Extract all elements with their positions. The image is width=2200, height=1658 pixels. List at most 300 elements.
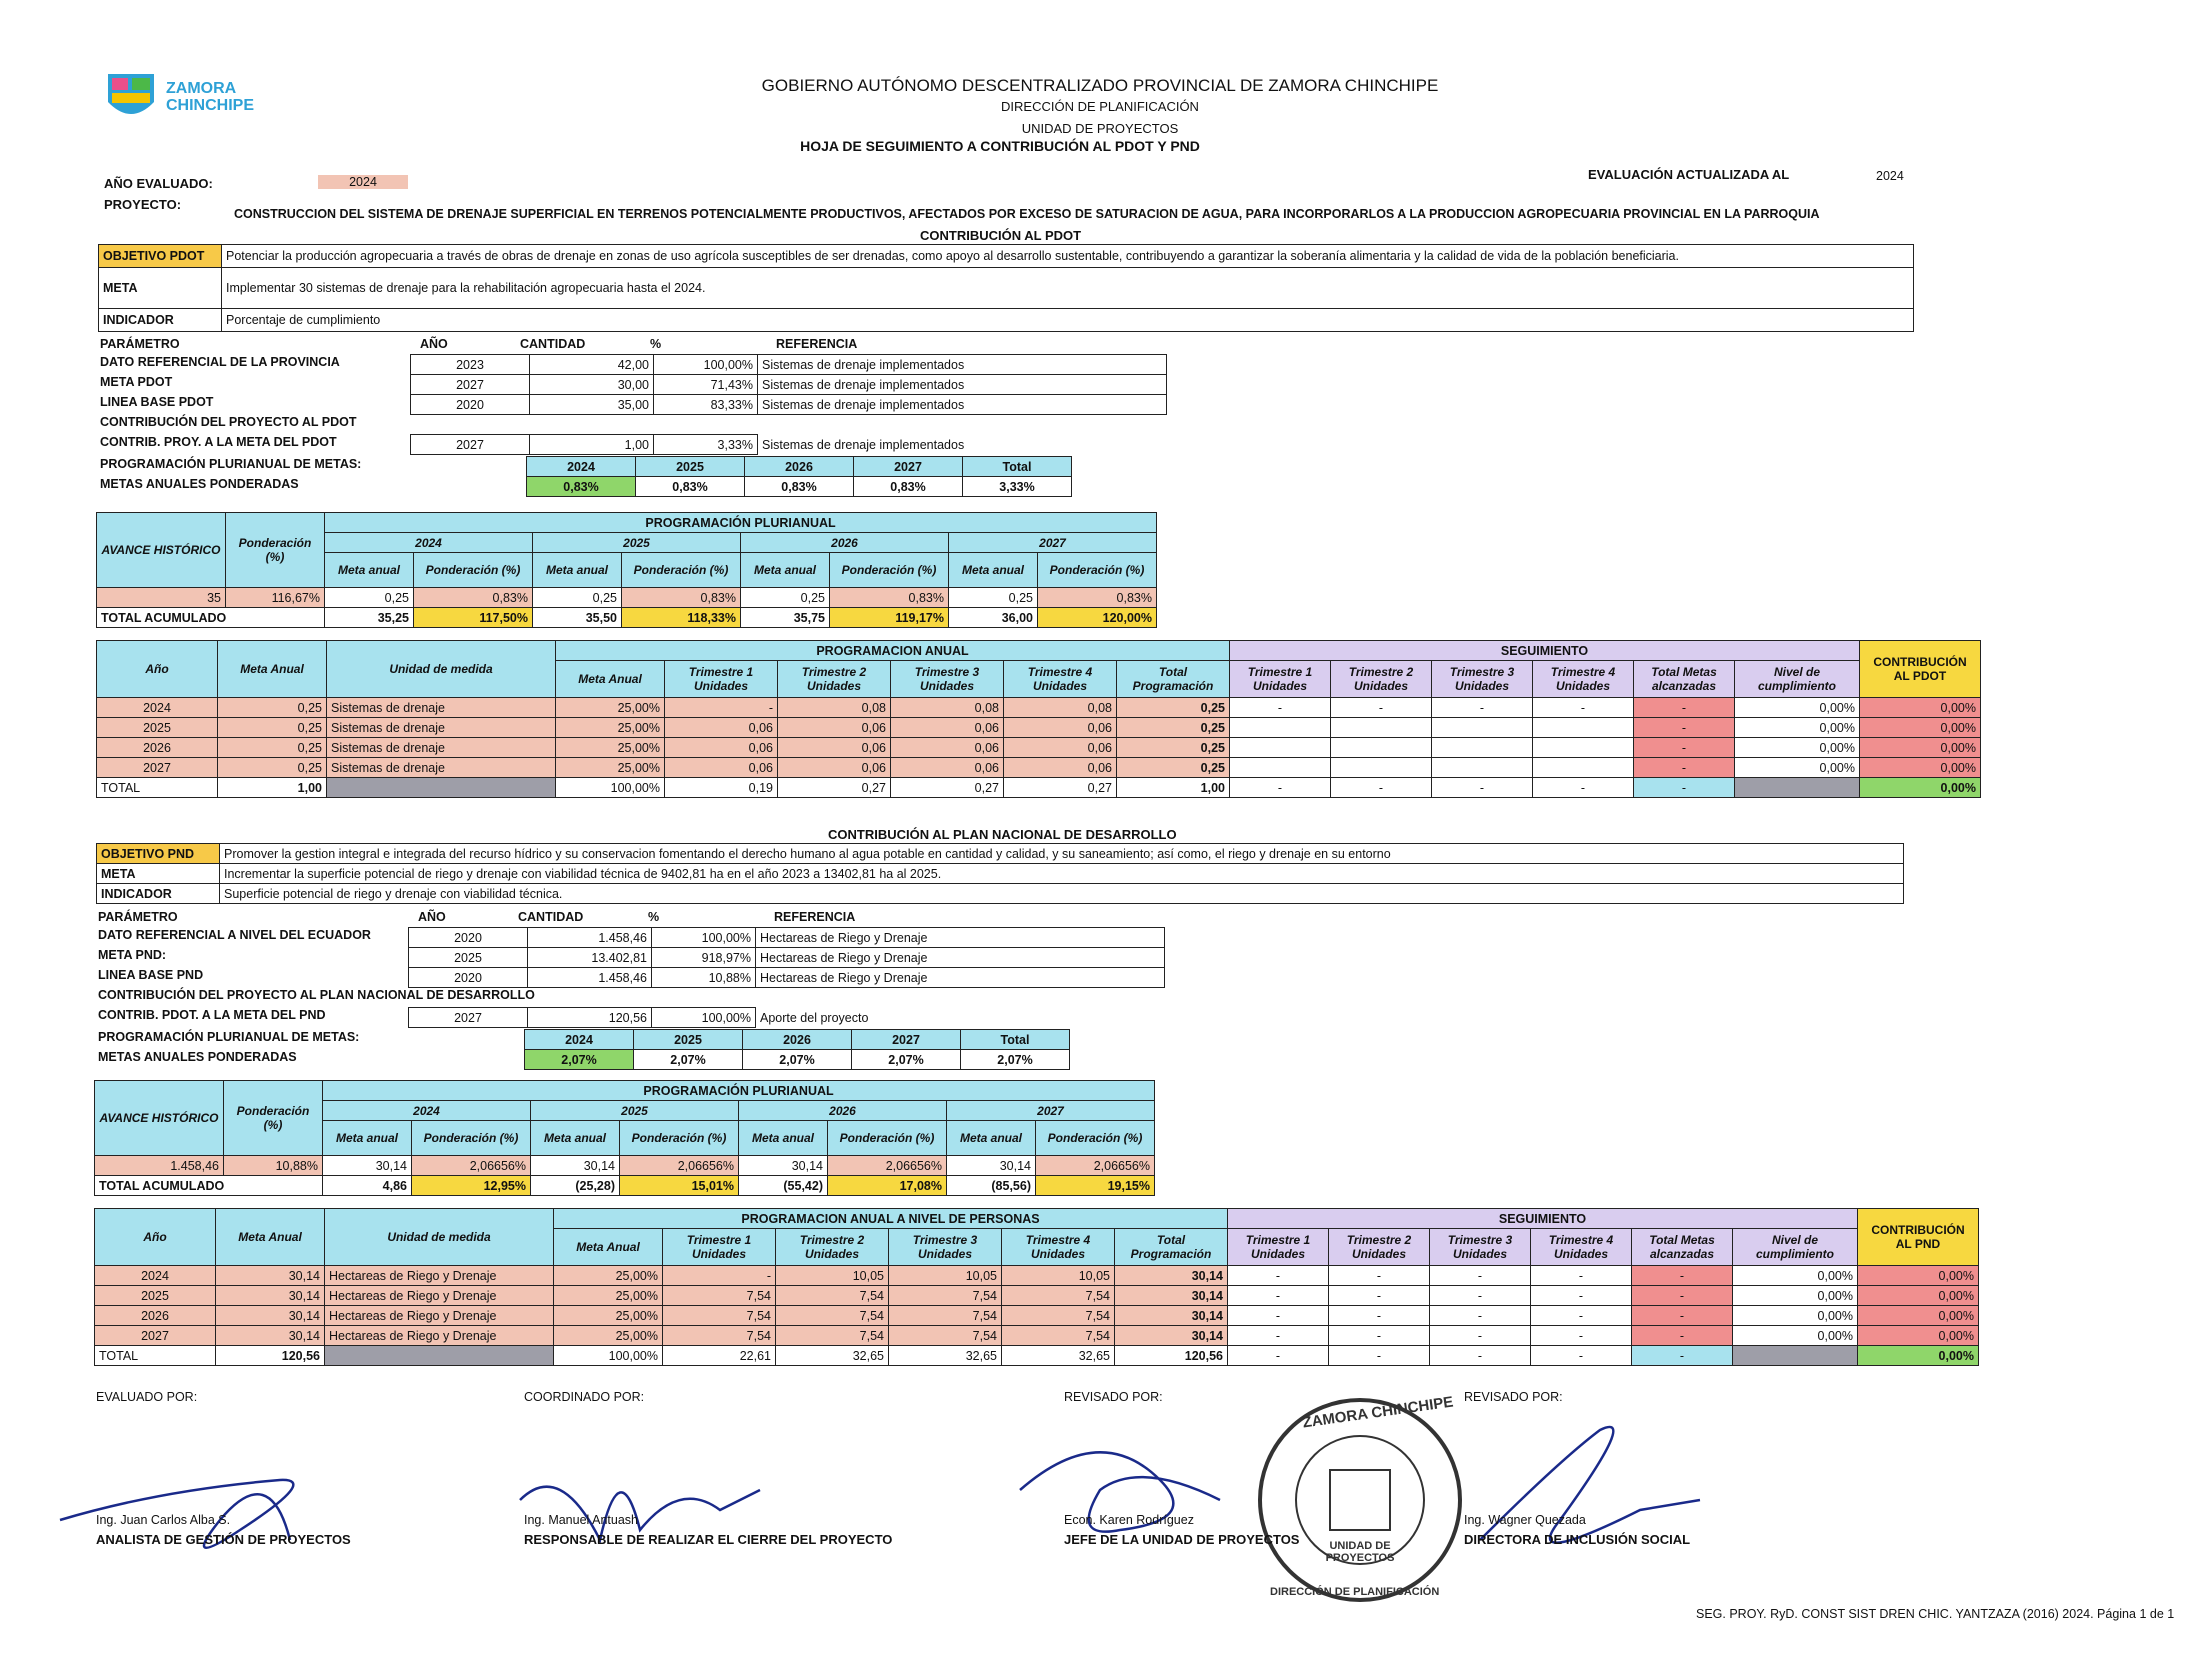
pdot-anual-total-cell: - bbox=[1634, 778, 1735, 798]
pnd-anual-cell: - bbox=[1430, 1326, 1531, 1346]
pdot-anual-cell bbox=[1331, 738, 1432, 758]
pdot-meta-cell: 0,83% bbox=[636, 477, 745, 497]
pnd-seguimiento-title: SEGUIMIENTO bbox=[1228, 1209, 1858, 1229]
pnd-pluri-cell: 30,14 bbox=[739, 1156, 828, 1176]
pnd-anual-cell: - bbox=[1531, 1286, 1632, 1306]
anio-value: 2024 bbox=[318, 175, 408, 189]
pdot-param-cell: Sistemas de drenaje implementados bbox=[758, 375, 1167, 395]
pdot-pluri-cell: 0,83% bbox=[622, 588, 741, 608]
pdot-prog-label: PROGRAMACIÓN PLURIANUAL DE METAS: bbox=[100, 457, 362, 471]
pnd-anual-cell: Hectareas de Riego y Drenaje bbox=[325, 1266, 554, 1286]
pdot-pond-head: Ponderación (%) bbox=[414, 553, 533, 588]
pdot-anual-total-cell: - bbox=[1432, 778, 1533, 798]
pdot-anual-total-cell: 100,00% bbox=[556, 778, 665, 798]
pnd-total-acum-cell: 12,95% bbox=[412, 1176, 531, 1196]
pnd-prog-label: PROGRAMACIÓN PLURIANUAL DE METAS: bbox=[98, 1030, 360, 1044]
pnd-metas-row bbox=[525, 1050, 1070, 1070]
pnd-meta: Incrementar la superficie potencial de riego y drenaje con viabilidad técnica de 9402,81 ha en el año 2023 a 13402,81 ha al 2025. bbox=[224, 866, 942, 881]
pdot-anual-cell: - bbox=[1331, 698, 1432, 718]
pdot-year-cell: 2024 bbox=[527, 457, 636, 477]
pnd-anual-cell: 7,54 bbox=[776, 1286, 889, 1306]
pdot-param-cell: 100,00% bbox=[654, 355, 758, 375]
pdot-anual-cell: 0,06 bbox=[778, 718, 891, 738]
pnd-pluri-title: PROGRAMACIÓN PLURIANUAL bbox=[323, 1081, 1155, 1101]
pdot-param-cell: 2027 bbox=[411, 375, 530, 395]
pnd-pluri-cell: 30,14 bbox=[323, 1156, 412, 1176]
pdot-anual-cell: 0,06 bbox=[665, 718, 778, 738]
pnd-contrib-title: CONTRIBUCIÓN DEL PROYECTO AL PLAN NACIONAL DE DESARROLLO bbox=[98, 988, 535, 1002]
pnd-meta-anual-head: Meta anual bbox=[739, 1121, 828, 1156]
pdot-pluri-table bbox=[96, 512, 1157, 628]
pnd-anual-cell: 2024 bbox=[95, 1266, 216, 1286]
pdot-seg-head: Trimestre 1 Unidades bbox=[1230, 661, 1331, 698]
pnd-anual-total-cell: - bbox=[1632, 1346, 1733, 1366]
stamp-top-text: ZAMORA CHINCHIPE bbox=[1301, 1393, 1455, 1432]
pdot-anual-cell bbox=[1432, 738, 1533, 758]
pnd-pluri-cell: 2,06656% bbox=[620, 1156, 739, 1176]
pnd-pluri-cell: 1.458,46 bbox=[95, 1156, 224, 1176]
pnd-anual-head: Total Programación bbox=[1115, 1229, 1228, 1266]
pnd-anual-total-cell: 32,65 bbox=[776, 1346, 889, 1366]
pdot-param-cell: Sistemas de drenaje implementados bbox=[758, 395, 1167, 415]
pnd-anual-cell: - bbox=[1329, 1266, 1430, 1286]
pnd-anual-cell: 30,14 bbox=[216, 1266, 325, 1286]
pdot-anual-head: Unidad de medida bbox=[327, 641, 556, 698]
pdot-anual-cell: 0,06 bbox=[665, 758, 778, 778]
pdot-indicador: Porcentaje de cumplimiento bbox=[226, 313, 381, 327]
stamp-bottom-text: DIRECCIÓN DE PLANIFICACIÓN bbox=[1270, 1586, 1440, 1598]
pnd-total-acum-cell: (85,56) bbox=[947, 1176, 1036, 1196]
pdot-param-label: LINEA BASE PDOT bbox=[100, 395, 214, 409]
pnd-seg-head: Trimestre 1 Unidades bbox=[1228, 1229, 1329, 1266]
pnd-anual-cell: 30,14 bbox=[1115, 1266, 1228, 1286]
pdot-anual-cell: - bbox=[1634, 758, 1735, 778]
pnd-anual-head: Trimestre 3 Unidades bbox=[889, 1229, 1002, 1266]
logo-text: ZAMORA CHINCHIPE bbox=[166, 80, 255, 114]
pnd-param-head-4: REFERENCIA bbox=[774, 910, 856, 924]
pdot-anual-cell: 0,25 bbox=[218, 718, 327, 738]
pdot-anual-total-cell: 0,00% bbox=[1860, 778, 1981, 798]
pnd-pluri-cell: 30,14 bbox=[947, 1156, 1036, 1176]
pnd-anual-cell: - bbox=[1329, 1306, 1430, 1326]
pnd-param-cell: Hectareas de Riego y Drenaje bbox=[756, 928, 1165, 948]
pnd-contrib-label: CONTRIB. PDOT. A LA META DEL PND bbox=[98, 1008, 326, 1022]
pdot-total-acum-cell: 35,75 bbox=[741, 608, 830, 628]
pnd-anual-cell: - bbox=[1632, 1286, 1733, 1306]
pdot-anual-cell: - bbox=[1634, 698, 1735, 718]
pdot-pluri-cell: 35 bbox=[97, 588, 226, 608]
pdot-meta-anual-head: Meta anual bbox=[741, 553, 830, 588]
pnd-anual-cell: 0,00% bbox=[1858, 1286, 1979, 1306]
pnd-anual-cell: - bbox=[1228, 1326, 1329, 1346]
pnd-anual-head: Unidad de medida bbox=[325, 1209, 554, 1266]
pdot-anual-cell: 0,00% bbox=[1735, 758, 1860, 778]
pdot-anual-total-cell: 1,00 bbox=[218, 778, 327, 798]
pdot-seg-head: Nivel de cumplimiento bbox=[1735, 661, 1860, 698]
pnd-anual-cell: 7,54 bbox=[889, 1306, 1002, 1326]
pdot-pluri-cell: 0,83% bbox=[1038, 588, 1157, 608]
firma1-name: Ing. Juan Carlos Alba S. bbox=[96, 1513, 231, 1527]
pnd-section-title: CONTRIBUCIÓN AL PLAN NACIONAL DE DESARROLLO bbox=[828, 827, 1177, 842]
pnd-param-row bbox=[409, 928, 1165, 948]
pdot-anual-cell: 0,06 bbox=[1004, 738, 1117, 758]
pnd-objetivo: Promover la gestion integral e integrada del recurso hídrico y su conservacion fomentando el derecho humano al agua potable en cantidad y calidad, y su saneamiento; así como, el riego y drenaje en su entorno bbox=[224, 846, 1391, 861]
pdot-param-row bbox=[411, 355, 1167, 375]
pdot-anual-cell: 0,00% bbox=[1860, 738, 1981, 758]
firma2-name: Ing. Manuel Antuash bbox=[524, 1513, 638, 1527]
pnd-anual-title-row bbox=[95, 1209, 1979, 1229]
pdot-anual-cell: 25,00% bbox=[556, 758, 665, 778]
pnd-meta-cell: 2,07% bbox=[961, 1050, 1070, 1070]
pnd-anual-cell: 10,05 bbox=[776, 1266, 889, 1286]
pdot-total-acum-label: TOTAL ACUMULADO bbox=[97, 608, 325, 628]
pnd-anual-cell: - bbox=[1632, 1266, 1733, 1286]
pdot-param-cell: 42,00 bbox=[530, 355, 654, 375]
header-line4: HOJA DE SEGUIMIENTO A CONTRIBUCIÓN AL PDOT Y PND bbox=[800, 138, 1200, 154]
pdot-meta-anual-head: Meta anual bbox=[533, 553, 622, 588]
pdot-param-table bbox=[410, 354, 1167, 415]
pnd-contrib-cell: 120,56 bbox=[528, 1008, 652, 1028]
pnd-anual-cell: 7,54 bbox=[889, 1326, 1002, 1346]
pnd-anual-cell: 0,00% bbox=[1858, 1326, 1979, 1346]
pdot-seguimiento-title: SEGUIMIENTO bbox=[1230, 641, 1860, 661]
pnd-meta-key: META bbox=[97, 864, 220, 883]
pdot-anual-cell: 0,00% bbox=[1860, 758, 1981, 778]
pdot-anual-title: PROGRAMACION ANUAL bbox=[556, 641, 1230, 661]
pnd-anual-total-cell: 32,65 bbox=[889, 1346, 1002, 1366]
header-line2: DIRECCIÓN DE PLANIFICACIÓN bbox=[1001, 99, 1199, 114]
pnd-anual-head: Año bbox=[95, 1209, 216, 1266]
pnd-metas-table bbox=[524, 1029, 1070, 1070]
pdot-objetivo: Potenciar la producción agropecuaria a través de obras de drenaje en zonas de uso agrícola susceptibles de ser drenadas, como apoyo al desarrollo sustentable, contribuyendo a garantizar la soberanía alimentaria y la calidad de vida de la población beneficiaria. bbox=[226, 249, 1679, 263]
pdot-anual-head: Año bbox=[97, 641, 218, 698]
pnd-anual-head: Meta Anual bbox=[554, 1229, 663, 1266]
firma3-label: REVISADO POR: bbox=[1064, 1390, 1163, 1404]
pdot-seg-head: Trimestre 3 Unidades bbox=[1432, 661, 1533, 698]
pnd-anual-cell: 0,00% bbox=[1733, 1286, 1858, 1306]
pdot-anual-cell bbox=[1533, 738, 1634, 758]
pnd-anual-cell: 7,54 bbox=[776, 1326, 889, 1346]
pnd-anual-cell: - bbox=[1228, 1266, 1329, 1286]
pnd-contrib-cell: 2027 bbox=[409, 1008, 528, 1028]
pnd-total-acum-cell: 17,08% bbox=[828, 1176, 947, 1196]
pnd-param-cell: 13.402,81 bbox=[528, 948, 652, 968]
pdot-meta-cell: 3,33% bbox=[963, 477, 1072, 497]
pnd-contrib-cell: 100,00% bbox=[652, 1008, 756, 1028]
pdot-anual-cell bbox=[1230, 738, 1331, 758]
pnd-meta-cell: 2,07% bbox=[852, 1050, 961, 1070]
firma1-role: ANALISTA DE GESTIÓN DE PROYECTOS bbox=[96, 1532, 351, 1547]
pdot-anual-cell: 0,06 bbox=[891, 718, 1004, 738]
pnd-pluri-year: 2025 bbox=[531, 1101, 739, 1121]
pdot-anual-total-cell: 0,27 bbox=[891, 778, 1004, 798]
pnd-ponderacion-head: Ponderación (%) bbox=[224, 1081, 323, 1156]
pdot-pluri-cell: 116,67% bbox=[226, 588, 325, 608]
pdot-anual-cell: - bbox=[1634, 738, 1735, 758]
pnd-anual-cell: 0,00% bbox=[1733, 1306, 1858, 1326]
proyecto-label: PROYECTO: bbox=[104, 197, 182, 212]
pdot-contrib-cell: 3,33% bbox=[654, 435, 758, 455]
pdot-anual-cell: 0,00% bbox=[1860, 718, 1981, 738]
anio-label: AÑO EVALUADO: bbox=[104, 176, 213, 191]
pdot-anual-cell: 0,00% bbox=[1735, 738, 1860, 758]
pdot-param-head-0: PARÁMETRO bbox=[100, 337, 180, 351]
pdot-anual-total-cell: TOTAL bbox=[97, 778, 218, 798]
pnd-param-cell: 2025 bbox=[409, 948, 528, 968]
pnd-year-cell: 2024 bbox=[525, 1030, 634, 1050]
pdot-pluri-year: 2026 bbox=[741, 533, 949, 553]
pnd-param-label: DATO REFERENCIAL A NIVEL DEL ECUADOR bbox=[98, 928, 371, 942]
pdot-anual-cell: Sistemas de drenaje bbox=[327, 698, 556, 718]
pdot-anual-cell: - bbox=[1634, 718, 1735, 738]
pnd-metas-label: METAS ANUALES PONDERADAS bbox=[98, 1050, 297, 1064]
pdot-indicador-key: INDICADOR bbox=[99, 309, 222, 331]
pdot-pluri-year: 2027 bbox=[949, 533, 1157, 553]
pnd-anual-cell: 0,00% bbox=[1733, 1326, 1858, 1346]
pdot-anual-cell: - bbox=[1432, 698, 1533, 718]
pdot-anual-cell: - bbox=[1533, 698, 1634, 718]
pnd-anual-cell: 25,00% bbox=[554, 1266, 663, 1286]
pdot-pluri-cell: 0,25 bbox=[325, 588, 414, 608]
stamp-mid-text: UNIDAD DE PROYECTOS bbox=[1325, 1540, 1395, 1564]
pdot-anual-cell: 0,25 bbox=[218, 758, 327, 778]
pnd-pluri-cell: 2,06656% bbox=[1036, 1156, 1155, 1176]
pnd-anual-cell: 0,00% bbox=[1858, 1266, 1979, 1286]
pdot-contrib-label: CONTRIB. PROY. A LA META DEL PDOT bbox=[100, 435, 337, 449]
pdot-anual-cell: 0,25 bbox=[1117, 738, 1230, 758]
pnd-anual-total-cell: 120,56 bbox=[216, 1346, 325, 1366]
pdot-param-cell: 35,00 bbox=[530, 395, 654, 415]
pnd-seg-head: Nivel de cumplimiento bbox=[1733, 1229, 1858, 1266]
pdot-param-cell: 2023 bbox=[411, 355, 530, 375]
pdot-anual-head: Meta Anual bbox=[218, 641, 327, 698]
pnd-pluri-title-row bbox=[95, 1081, 1155, 1101]
pnd-param-head-0: PARÁMETRO bbox=[98, 910, 178, 924]
pnd-param-cell: Hectareas de Riego y Drenaje bbox=[756, 948, 1165, 968]
pdot-anual-cell: Sistemas de drenaje bbox=[327, 718, 556, 738]
pdot-anual-title-row bbox=[97, 641, 1981, 661]
pnd-anual-cell: Hectareas de Riego y Drenaje bbox=[325, 1286, 554, 1306]
pdot-pond-head: Ponderación (%) bbox=[622, 553, 741, 588]
pdot-anual-cell: 0,25 bbox=[218, 738, 327, 758]
pnd-param-label: LINEA BASE PND bbox=[98, 968, 204, 982]
firma3-name: Econ. Karen Rodríguez bbox=[1064, 1513, 1194, 1527]
pdot-anual-cell: 0,06 bbox=[891, 738, 1004, 758]
pnd-anual-cell: - bbox=[1329, 1286, 1430, 1306]
pdot-contrib-table bbox=[410, 434, 1166, 455]
header-line1: GOBIERNO AUTÓNOMO DESCENTRALIZADO PROVINCIAL DE ZAMORA CHINCHIPE bbox=[761, 76, 1439, 95]
pnd-total-acum-cell: 19,15% bbox=[1036, 1176, 1155, 1196]
pnd-param-cell: Hectareas de Riego y Drenaje bbox=[756, 968, 1165, 988]
firma2-label: COORDINADO POR: bbox=[524, 1390, 645, 1404]
footer-text: SEG. PROY. RyD. CONST SIST DREN CHIC. YANTZAZA (2016) 2024. Página 1 de 1 bbox=[1696, 1607, 2175, 1621]
pnd-meta-cell: 2,07% bbox=[525, 1050, 634, 1070]
pdot-anual-cell bbox=[1230, 718, 1331, 738]
pnd-objetivo-box bbox=[96, 843, 1904, 904]
pdot-anual-total-row bbox=[97, 778, 1981, 798]
pdot-metas-row bbox=[527, 477, 1072, 497]
pdot-param-cell: 83,33% bbox=[654, 395, 758, 415]
proyecto-value: CONSTRUCCION DEL SISTEMA DE DRENAJE SUPERFICIAL EN TERRENOS POTENCIALMENTE PRODUCTIVOS, AFECTADOS POR EXCESO DE SATURACION DE AGUA, PARA INCORPORARLOS A LA PRODUCCION AGROPECUARIA PROVINCIAL EN LA PARROQUIA bbox=[234, 207, 1820, 221]
pnd-anual-cell: 7,54 bbox=[1002, 1306, 1115, 1326]
pdot-anual-cell bbox=[1331, 758, 1432, 778]
pnd-anual-cell: - bbox=[1531, 1266, 1632, 1286]
pdot-pluri-data-row bbox=[97, 588, 1157, 608]
pnd-anual-cell: - bbox=[1632, 1306, 1733, 1326]
pdot-anual-cell: 0,08 bbox=[891, 698, 1004, 718]
pnd-meta-anual-head: Meta anual bbox=[531, 1121, 620, 1156]
pnd-anual-cell: 2026 bbox=[95, 1306, 216, 1326]
pnd-anual-cell: 7,54 bbox=[663, 1326, 776, 1346]
pnd-param-head-3: % bbox=[648, 910, 660, 924]
pnd-years-row bbox=[525, 1030, 1070, 1050]
pdot-anual-total-cell: 1,00 bbox=[1117, 778, 1230, 798]
pdot-anual-head: Trimestre 3 Unidades bbox=[891, 661, 1004, 698]
pdot-meta-anual-head: Meta anual bbox=[325, 553, 414, 588]
pnd-anual-cell: 7,54 bbox=[663, 1286, 776, 1306]
pnd-contrib-row bbox=[409, 1008, 1165, 1028]
pdot-pluri-cell: 0,83% bbox=[830, 588, 949, 608]
pdot-param-head-2: CANTIDAD bbox=[520, 337, 586, 351]
pnd-anual-cell: 0,00% bbox=[1858, 1306, 1979, 1326]
pdot-contribucion-head: CONTRIBUCIÓN AL PDOT bbox=[1860, 641, 1981, 698]
pnd-param-head-2: CANTIDAD bbox=[518, 910, 584, 924]
pnd-anual-cell: - bbox=[1531, 1306, 1632, 1326]
pdot-meta-anual-head: Meta anual bbox=[949, 553, 1038, 588]
pdot-ponderacion-head: Ponderación (%) bbox=[226, 513, 325, 588]
pnd-anual-head: Trimestre 2 Unidades bbox=[776, 1229, 889, 1266]
pnd-anual-cell: 7,54 bbox=[776, 1306, 889, 1326]
pnd-anual-cell: - bbox=[1228, 1306, 1329, 1326]
pdot-anual-cell: 0,25 bbox=[218, 698, 327, 718]
pdot-total-acum-cell: 117,50% bbox=[414, 608, 533, 628]
pdot-anual-cell: 0,00% bbox=[1860, 698, 1981, 718]
firma4-name: Ing. Wagner Quezada bbox=[1464, 1513, 1586, 1527]
pnd-anual-cell: - bbox=[1430, 1266, 1531, 1286]
pnd-anual-cell: - bbox=[663, 1266, 776, 1286]
pdot-pluri-cell: 0,25 bbox=[949, 588, 1038, 608]
pdot-anual-head: Trimestre 1 Unidades bbox=[665, 661, 778, 698]
pdot-anual-cell bbox=[1533, 758, 1634, 778]
pdot-section-title: CONTRIBUCIÓN AL PDOT bbox=[920, 228, 1082, 243]
pdot-contrib-row bbox=[411, 435, 1167, 455]
pnd-total-acum-cell: 4,86 bbox=[323, 1176, 412, 1196]
pnd-total-acum-cell: (55,42) bbox=[739, 1176, 828, 1196]
pdot-param-cell: 71,43% bbox=[654, 375, 758, 395]
pdot-anual-cell: 0,06 bbox=[891, 758, 1004, 778]
pnd-anual-cell: 7,54 bbox=[1002, 1286, 1115, 1306]
pnd-param-cell: 2020 bbox=[409, 968, 528, 988]
pdot-anual-table bbox=[96, 640, 1981, 798]
pdot-anual-cell: - bbox=[665, 698, 778, 718]
pnd-pluri-year: 2027 bbox=[947, 1101, 1155, 1121]
pnd-anual-cell: 2025 bbox=[95, 1286, 216, 1306]
pnd-pond-head: Ponderación (%) bbox=[828, 1121, 947, 1156]
pnd-param-row bbox=[409, 948, 1165, 968]
pnd-total-acum-label: TOTAL ACUMULADO bbox=[95, 1176, 323, 1196]
pnd-seg-head: Trimestre 4 Unidades bbox=[1531, 1229, 1632, 1266]
pdot-anual-cell: 25,00% bbox=[556, 698, 665, 718]
firma3-role: JEFE DE LA UNIDAD DE PROYECTOS bbox=[1064, 1532, 1300, 1547]
pdot-anual-cell: 25,00% bbox=[556, 738, 665, 758]
pdot-anual-cell: 2027 bbox=[97, 758, 218, 778]
firma4-role: DIRECTORA DE INCLUSIÓN SOCIAL bbox=[1464, 1532, 1691, 1547]
pdot-anual-total-cell: - bbox=[1230, 778, 1331, 798]
pnd-anual-cell: - bbox=[1430, 1286, 1531, 1306]
pnd-anual-cell: - bbox=[1531, 1326, 1632, 1346]
pnd-anual-cell: 30,14 bbox=[216, 1326, 325, 1346]
pnd-param-cell: 2020 bbox=[409, 928, 528, 948]
pdot-pluri-title: PROGRAMACIÓN PLURIANUAL bbox=[325, 513, 1157, 533]
pnd-pluri-year: 2024 bbox=[323, 1101, 531, 1121]
pdot-meta-cell: 0,83% bbox=[745, 477, 854, 497]
pnd-pond-head: Ponderación (%) bbox=[620, 1121, 739, 1156]
firma2-role: RESPONSABLE DE REALIZAR EL CIERRE DEL PROYECTO bbox=[524, 1532, 893, 1547]
pdot-contrib-cell: 1,00 bbox=[530, 435, 654, 455]
pnd-anual-cell: 7,54 bbox=[889, 1286, 1002, 1306]
pdot-contrib-cell: 2027 bbox=[411, 435, 530, 455]
pnd-total-acum-cell: (25,28) bbox=[531, 1176, 620, 1196]
pdot-param-cell: 2020 bbox=[411, 395, 530, 415]
pnd-param-cell: 1.458,46 bbox=[528, 968, 652, 988]
pnd-anual-cell: Hectareas de Riego y Drenaje bbox=[325, 1306, 554, 1326]
pnd-anual-cell: 25,00% bbox=[554, 1286, 663, 1306]
pnd-anual-cell: 30,14 bbox=[1115, 1306, 1228, 1326]
pdot-pond-head: Ponderación (%) bbox=[1038, 553, 1157, 588]
pnd-anual-cell: 30,14 bbox=[1115, 1286, 1228, 1306]
pdot-anual-cell: 0,06 bbox=[778, 758, 891, 778]
pdot-anual-cell: Sistemas de drenaje bbox=[327, 738, 556, 758]
pnd-param-row bbox=[409, 968, 1165, 988]
pdot-anual-total-cell: 0,27 bbox=[1004, 778, 1117, 798]
pdot-anual-cell: 0,06 bbox=[778, 738, 891, 758]
pdot-param-cell: Sistemas de drenaje implementados bbox=[758, 355, 1167, 375]
pnd-anual-cell: - bbox=[1228, 1286, 1329, 1306]
pdot-anual-cell bbox=[1230, 758, 1331, 778]
pnd-anual-total-cell: 32,65 bbox=[1002, 1346, 1115, 1366]
pnd-meta-anual-head: Meta anual bbox=[323, 1121, 412, 1156]
pdot-param-row bbox=[411, 395, 1167, 415]
pnd-objetivo-key: OBJETIVO PND bbox=[97, 844, 220, 863]
pnd-anual-row bbox=[95, 1286, 1979, 1306]
pnd-param-cell: 100,00% bbox=[652, 928, 756, 948]
pnd-anual-cell: Hectareas de Riego y Drenaje bbox=[325, 1326, 554, 1346]
pdot-pluri-year: 2025 bbox=[533, 533, 741, 553]
pdot-objetivo-key: OBJETIVO PDOT bbox=[99, 245, 222, 267]
pnd-anual-total-cell bbox=[325, 1346, 554, 1366]
pnd-anual-cell: 10,05 bbox=[1002, 1266, 1115, 1286]
pdot-total-acum-cell: 35,50 bbox=[533, 608, 622, 628]
evaluacion-value: 2024 bbox=[1876, 169, 1904, 183]
pdot-total-acum-cell: 35,25 bbox=[325, 608, 414, 628]
pnd-param-table bbox=[408, 927, 1165, 988]
pdot-anual-cell bbox=[1331, 718, 1432, 738]
pdot-objetivo-box bbox=[98, 244, 1914, 332]
pdot-anual-cell: 2024 bbox=[97, 698, 218, 718]
pdot-param-row bbox=[411, 375, 1167, 395]
pdot-anual-cell: 0,06 bbox=[1004, 758, 1117, 778]
pdot-avance-head: AVANCE HISTÓRICO bbox=[97, 513, 226, 588]
pdot-years-row bbox=[527, 457, 1072, 477]
pdot-anual-row bbox=[97, 758, 1981, 778]
pnd-anual-cell: - bbox=[1430, 1306, 1531, 1326]
pnd-anual-cell: 10,05 bbox=[889, 1266, 1002, 1286]
pnd-anual-total-cell: - bbox=[1329, 1346, 1430, 1366]
pnd-pluri-table bbox=[94, 1080, 1155, 1196]
pdot-meta-cell: 0,83% bbox=[854, 477, 963, 497]
pdot-seg-head: Trimestre 4 Unidades bbox=[1533, 661, 1634, 698]
pdot-metas-table bbox=[526, 456, 1072, 497]
